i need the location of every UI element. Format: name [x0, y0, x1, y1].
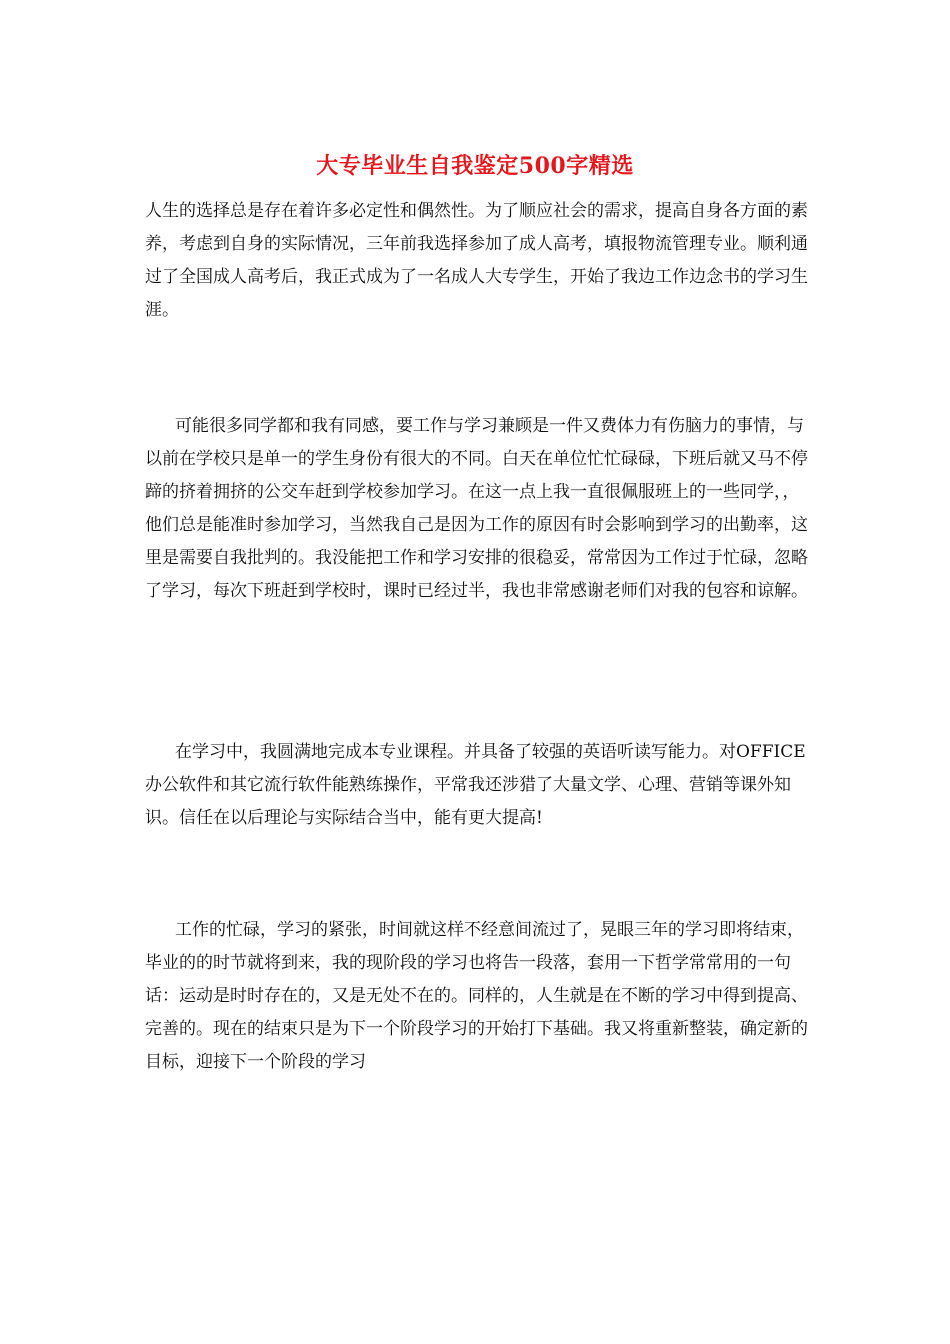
paragraph-2: 可能很多同学都和我有同感，要工作与学习兼顾是一件又费体力有伤脑力的事情，与以前在学校只是单一的学生身份有很大的不同。白天在单位忙忙碌碌，下班后就又马不停蹄的挤着拥挤的公交车赶到学校参加学习。在这一点上我一直很佩服班上的一些同学，，他们总是能准时参加学习，当然我自己是因为工作的原因有时会影响到学习的出勤率，这里是需要自我批判的。我没能把工作和学习安排的很稳妥，常常因为工作过于忙碌，忽略了学习，每次下班赶到学校时，课时已经过半，我也非常感谢老师们对我的包容和谅解。 [145, 416, 808, 601]
paragraph-4: 工作的忙碌，学习的紧张，时间就这样不经意间流过了，晃眼三年的学习即将结束，毕业的的时节就将到来，我的现阶段的学习也将告一段落，套用一下哲学常常用的一句话：运动是时时存在的，又是无处不在的。同样的，人生就是在不断的学习中得到提高、完善的。现在的结束只是为下一个阶段学习的开始打下基础。我又将重新整装，确定新的目标，迎接下一个阶段的学习 [145, 920, 808, 1072]
paragraph-1: 人生的选择总是存在着许多必定性和偶然性。为了顺应社会的需求，提高自身各方面的素养，考虑到自身的实际情况，三年前我选择参加了成人高考，填报物流管理专业。顺利通过了全国成人高考后，我正式成为了一名成人大专学生，开始了我边工作边念书的学习生涯。 [145, 201, 808, 320]
document-title: 大专毕业生自我鉴定500字精选 [316, 153, 634, 179]
paragraph-3: 在学习中，我圆满地完成本专业课程。并具备了较强的英语听读写能力。对OFFICE办公软件和其它流行软件能熟练操作，平常我还涉猎了大量文学、心理、营销等课外知识。信任在以后理论与实际结合当中，能有更大提高! [145, 742, 806, 828]
